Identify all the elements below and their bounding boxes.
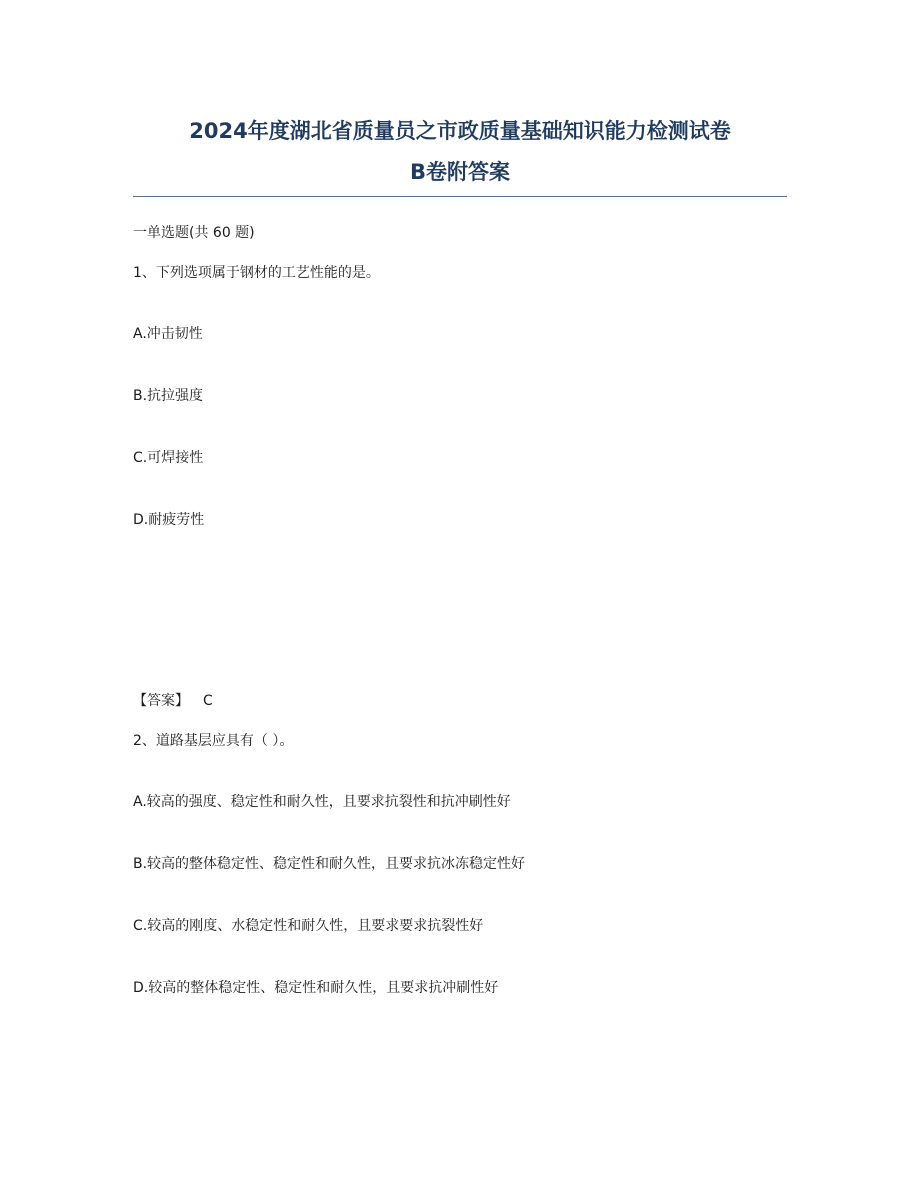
document-title-line1: 2024年度湖北省质量员之市政质量基础知识能力检测试卷 — [189, 119, 731, 143]
answer-value: C — [203, 693, 213, 709]
title-divider — [133, 196, 787, 197]
question-2-stem: 2、道路基层应具有（ ）。 — [133, 733, 294, 749]
question-2-option-a: A.较高的强度、稳定性和耐久性，且要求抗裂性和抗冲刷性好 — [133, 794, 511, 810]
answer-label: 【答案】 — [133, 693, 189, 709]
question-1-option-b: B.抗拉强度 — [133, 388, 204, 404]
question-2-option-c: C.较高的刚度、水稳定性和耐久性，且要求要求抗裂性好 — [133, 918, 484, 934]
question-2-option-b: B.较高的整体稳定性、稳定性和耐久性，且要求抗冰冻稳定性好 — [133, 856, 526, 872]
question-1-option-d: D.耐疲劳性 — [133, 512, 205, 528]
question-2-option-d: D.较高的整体稳定性、稳定性和耐久性，且要求抗冲刷性好 — [133, 980, 499, 996]
document-title-line2: B卷附答案 — [409, 160, 510, 184]
question-1-option-a: A.冲击韧性 — [133, 326, 203, 342]
section-header: 一单选题(共 60 题) — [133, 225, 255, 241]
question-1-stem: 1、下列选项属于钢材的工艺性能的是。 — [133, 265, 380, 281]
question-1-option-c: C.可焊接性 — [133, 450, 204, 466]
question-1-answer — [133, 691, 213, 711]
